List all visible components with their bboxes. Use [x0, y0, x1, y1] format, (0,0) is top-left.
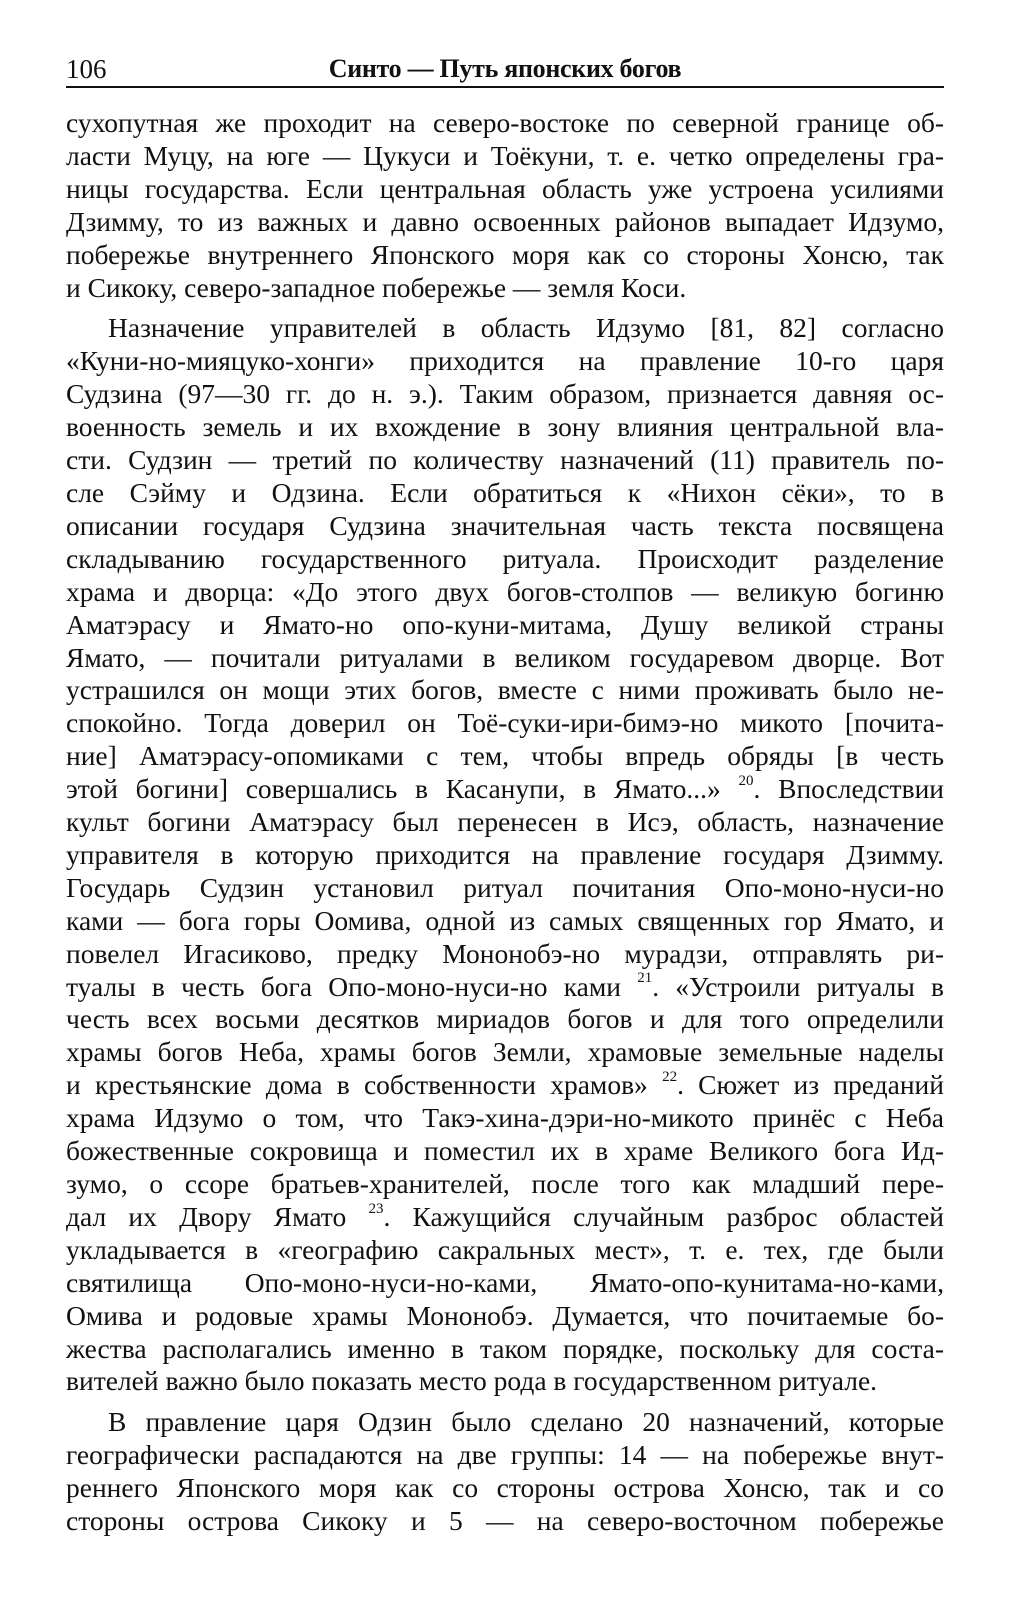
text-line: «Куни-но-мияцуко-хонги» приходится на правление 10-го царя: [66, 345, 944, 377]
text-line: дал их Двору Ямато $^{23}$. Кажущийся случайным разброс областей: [66, 1200, 945, 1232]
footnote-ref: 20: [738, 772, 754, 789]
book-page: [66, 44, 944, 1538]
text-line: сле Сэйму и Одзина. Если обратиться к «Нихон сёки», то в: [66, 476, 944, 508]
text-line: описании государя Судзина значительная часть текста посвящена: [66, 509, 944, 541]
page-body-text: [66, 107, 944, 1538]
text-line: сти. Судзин — третий по количеству назначений (11) правитель по-: [66, 444, 944, 476]
text-line: Омива и родовые храмы Мононобэ. Думается, что почитаемые бо-: [66, 1299, 944, 1331]
text-line: храма и дворца: «До этого двух богов-столпов — великую богиню: [66, 575, 944, 607]
running-header: [66, 44, 944, 88]
text-line: сухопутная же проходит на северо-востоке по северной границе об-: [66, 107, 944, 138]
text-line: божественные сокровища и поместил их в храме Великого бога Ид-: [66, 1135, 944, 1167]
footnote-ref: 22: [662, 1069, 678, 1086]
text-line: туалы в честь бога Опо-моно-нуси-но ками $^{21}$. «Устроили ритуалы в: [66, 970, 944, 1002]
text-line: ние] Аматэрасу-опомиками с тем, чтобы впредь обряды [в честь: [66, 740, 944, 772]
text-line: Государь Судзин установил ритуал почитания Опо-моно-нуси-но: [66, 871, 944, 903]
text-line: В правление царя Одзин было сделано 20 назначений, которые: [108, 1406, 944, 1438]
text-line: этой богини] совершались в Касанупи, в Ямато...» $^{20}$. Впоследствии: [66, 772, 944, 805]
text-line: честь всех восьми десятков мириадов богов и для того определили: [66, 1003, 944, 1035]
paragraph-gap: [66, 1398, 944, 1406]
paragraph: [66, 1406, 944, 1538]
footnote-ref: 21: [637, 970, 653, 987]
text-line: ками — бога горы Оомива, одной из самых священных гор Ямато, и: [66, 904, 944, 936]
text-line: ласти Муцу, на юге — Цукуси и Тоёкуни, т. е. четко определены гра-: [66, 139, 944, 171]
paragraph: [66, 107, 944, 304]
text-line: вителей важно было показать место рода в государственном ритуале.: [66, 1365, 878, 1397]
footnote-ref: 23: [368, 1200, 384, 1217]
text-line: реннего Японского моря как со стороны острова Хонсю, так и со: [66, 1472, 944, 1504]
text-line: укладывается в «географию сакральных мест», т. е. тех, где были: [66, 1233, 944, 1265]
text-line: зумо, о ссоре братьев-хранителей, после того как младший пере-: [66, 1168, 944, 1199]
text-line: храмы богов Неба, храмы богов Земли, храмовые земельные наделы: [66, 1036, 944, 1068]
text-line: стороны острова Сикоку и 5 — на северо-восточном побережье: [66, 1505, 944, 1537]
text-line: Судзина (97—30 гг. до н. э.). Таким образом, признается давняя ос-: [66, 378, 944, 410]
text-line: и Сикоку, северо-западное побережье — земля Коси.: [66, 271, 687, 303]
text-line: Дзимму, то из важных и давно освоенных районов выпадает Идзумо,: [66, 205, 944, 237]
text-line: Аматэрасу и Ямато-но опо-куни-митама, Душу великой страны: [66, 608, 944, 640]
text-line: Назначение управителей в область Идзумо [81, 82] согласно: [108, 312, 944, 344]
text-line: географически распадаются на две группы: 14 — на побережье внут-: [66, 1439, 944, 1471]
text-line: складыванию государственного ритуала. Происходит разделение: [66, 542, 944, 574]
paragraph: [66, 312, 944, 1398]
text-line: святилища Опо-моно-нуси-но-ками, Ямато-опо-кунитама-но-ками,: [66, 1266, 944, 1298]
text-line: спокойно. Тогда доверил он Тоё-суки-ири-бимэ-но микото [почита-: [66, 707, 944, 739]
paragraph-gap: [66, 304, 944, 312]
text-line: военность земель и их вхождение в зону влияния центральной вла-: [66, 411, 944, 443]
text-line: побережье внутреннего Японского моря как со стороны Хонсю, так: [66, 238, 944, 270]
text-line: храма Идзумо о том, что Такэ-хина-дэри-но-микото принёс с Неба: [66, 1102, 944, 1134]
text-line: и крестьянские дома в собственности храмов» $^{22}$. Сюжет из преданий: [66, 1069, 944, 1101]
text-line: ницы государства. Если центральная область уже устроена усилиями: [66, 172, 944, 204]
text-line: повелел Игасиково, предку Мононобэ-но мурадзи, отправлять ри-: [66, 937, 944, 969]
text-line: управителя в которую приходится на правление государя Дзимму.: [66, 838, 944, 870]
text-line: культ богини Аматэрасу был перенесен в Исэ, область, назначение: [66, 806, 944, 838]
text-line: жества располагались именно в таком порядке, поскольку для соста-: [66, 1332, 944, 1364]
running-title: Синто — Путь японских богов: [328, 54, 682, 83]
text-line: устрашился он мощи этих богов, вместе с ними проживать было не-: [66, 674, 944, 706]
text-line: Ямато, — почитали ритуалами в великом государевом дворце. Вот: [66, 641, 944, 673]
page-number: 106: [66, 54, 107, 84]
